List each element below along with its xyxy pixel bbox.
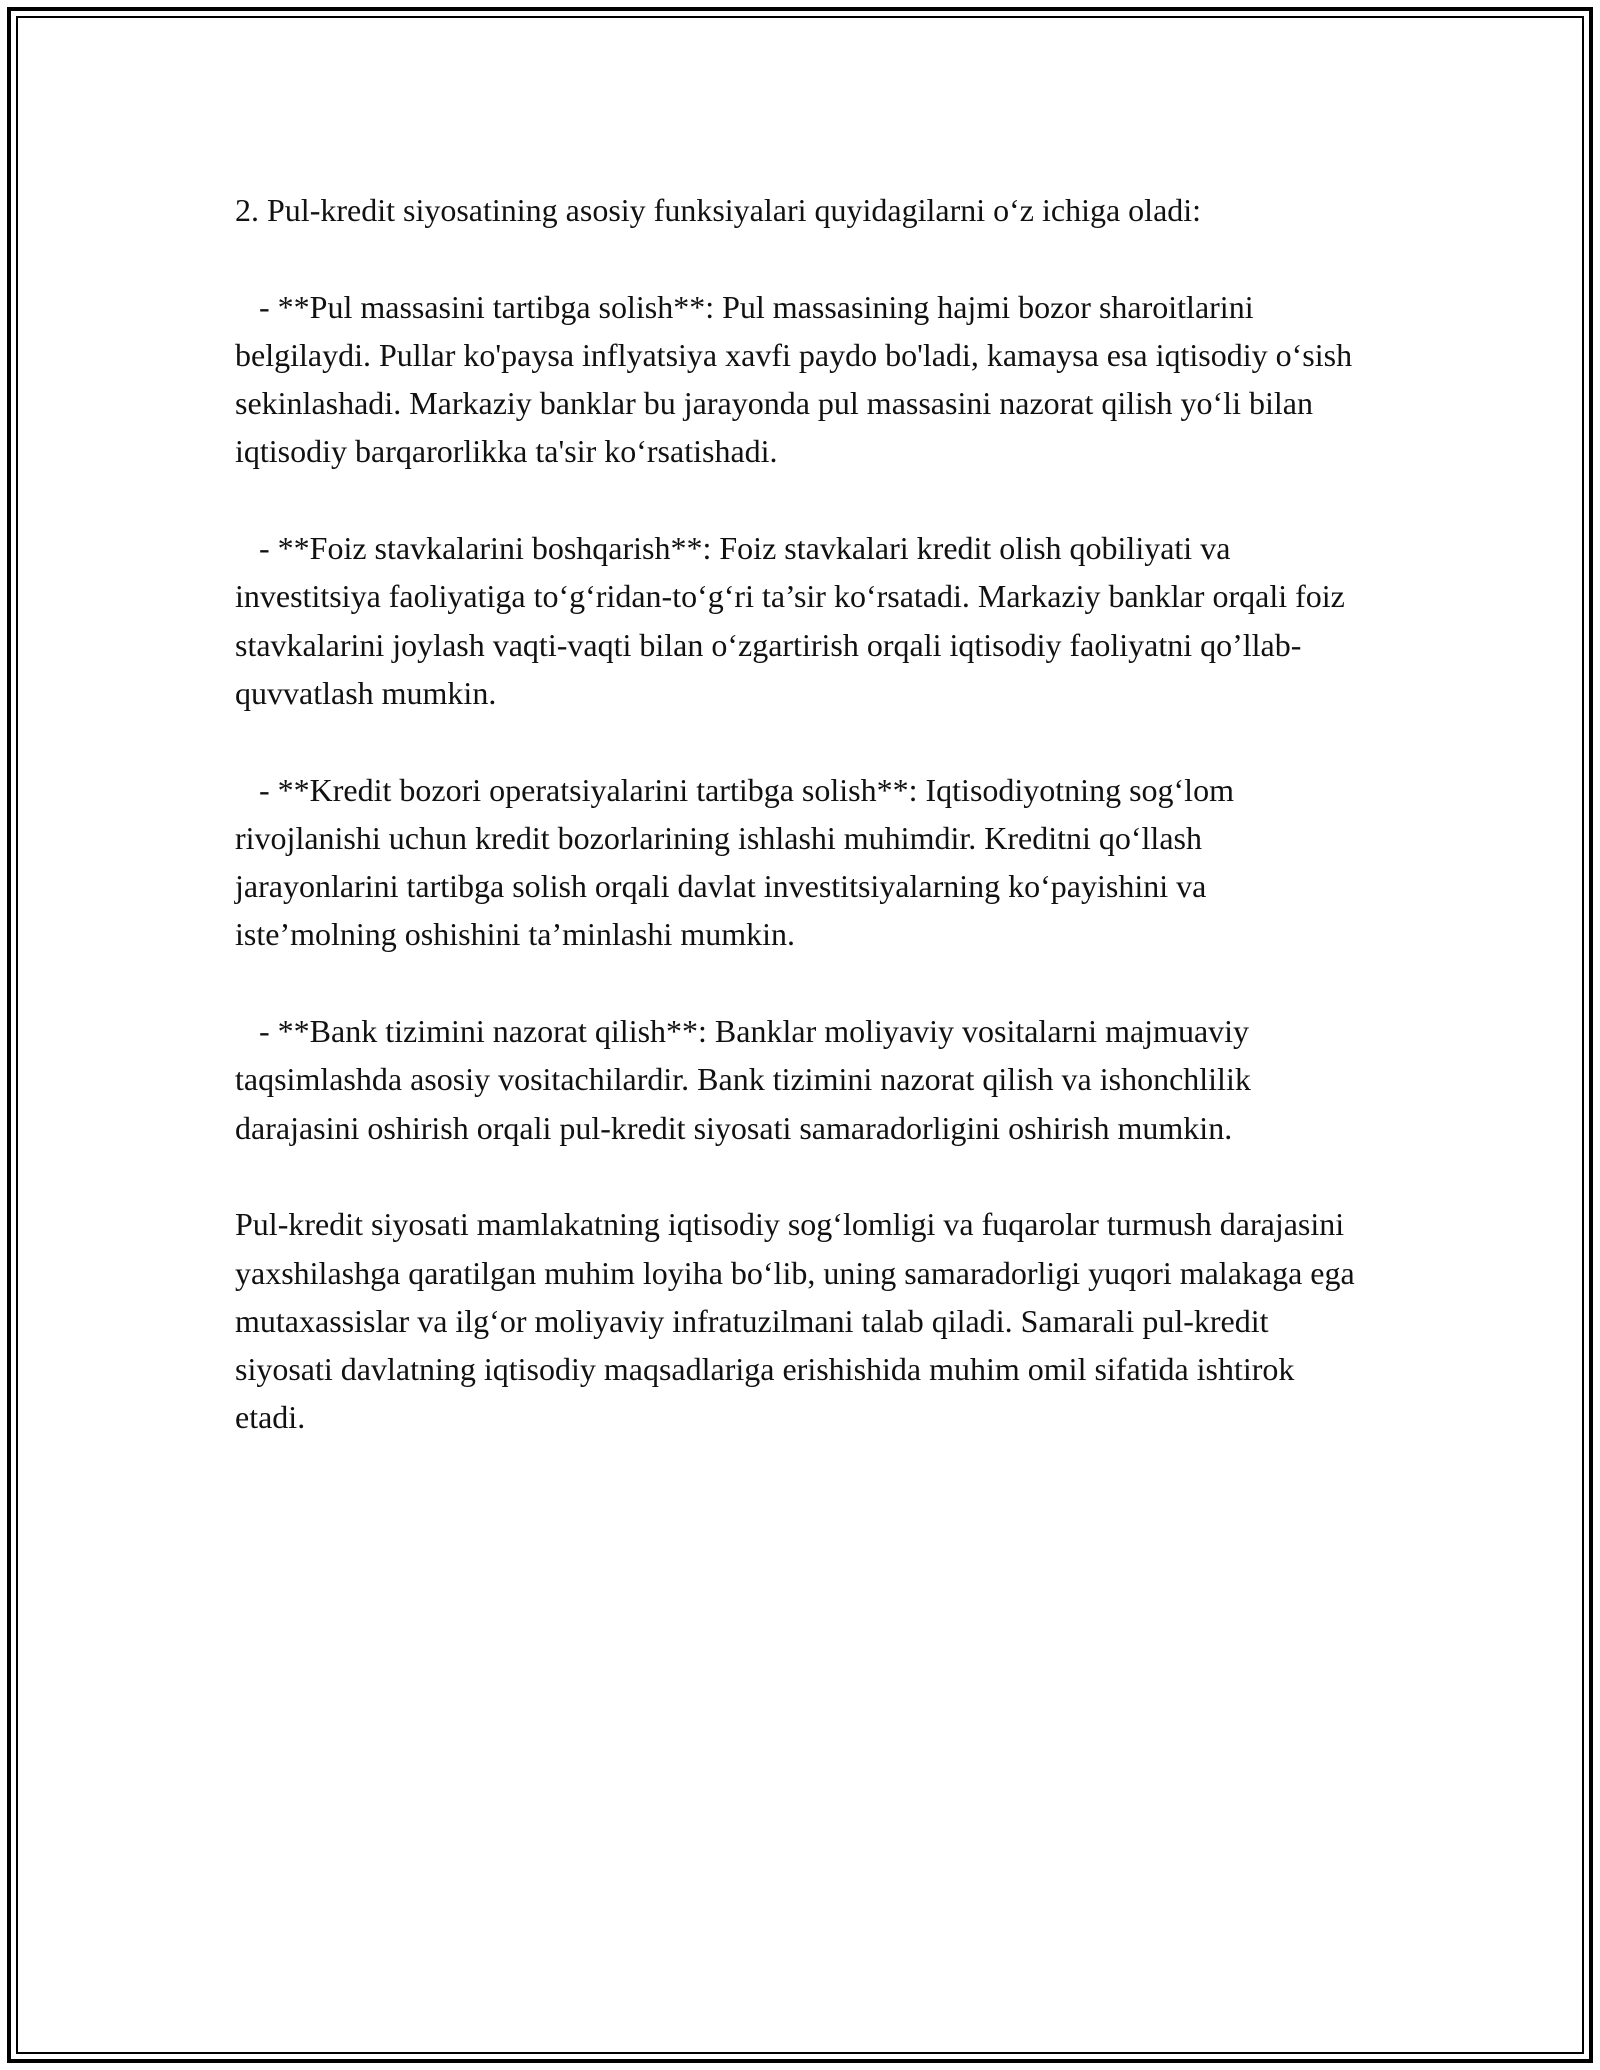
paragraph-kredit-bozori: - **Kredit bozori operatsiyalarini tartibga solish**: Iqtisodiyotning sog‘lom rivojlanishi uchun kredit bozorlarining ishlashi muhimdir. Kreditni qo‘llash jarayonlarini tartibga solish orqali davlat investitsiyalarning ko‘payishini va iste’molning oshishini ta’minlashi mumkin. [235, 771, 1242, 953]
paragraph-spacer [235, 717, 1370, 765]
paragraph-conclusion: Pul-kredit siyosati mamlakatning iqtisodiy sog‘lomligi va fuqarolar turmush darajasini yaxshilashga qaratilgan muhim loyiha bo‘lib, uning samaradorligi yuqori malakaga ega mutaxassislar va ilg‘or moliyaviy infratuzilmani talab qiladi. Samarali pul-kredit siyosati davlatning iqtisodiy maqsadlariga erishishida muhim omil sifatida ishtirok etadi. [235, 1206, 1363, 1436]
paragraph-bank-tizimi: - **Bank tizimini nazorat qilish**: Banklar moliyaviy vositalarni majmuaviy taqsimlashda asosiy vositachilardir. Bank tizimini nazorat qilish va ishonchlilik darajasini oshirish orqali pul-kredit siyosati samaradorligini oshirish mumkin. [235, 1013, 1259, 1146]
paragraph-spacer [235, 1152, 1370, 1200]
paragraph-pul-massasi: - **Pul massasini tartibga solish**: Pul massasining hajmi bozor sharoitlarini belgilaydi. Pullar ko'paysa inflyatsiya xavfi paydo bo'ladi, kamaysa esa iqtisodiy o‘sish sekinlashadi. Markaziy banklar bu jarayonda pul massasini nazorat qilish yo‘li bilan iqtisodiy barqarorlikka ta'sir ko‘rsatishadi. [235, 288, 1361, 470]
paragraph-spacer [235, 959, 1370, 1007]
paragraph-foiz-stavkalari: - **Foiz stavkalarini boshqarish**: Foiz stavkalari kredit olish qobiliyati va investitsiya faoliyatiga to‘g‘ridan-to‘g‘ri ta’sir ko‘rsatadi. Markaziy banklar orqali foiz stavkalarini joylash vaqti-vaqti bilan o‘zgartirish orqali iqtisodiy faoliyatni qo’llab-quvvatlash mumkin. [235, 530, 1353, 711]
paragraph-heading: 2. Pul-kredit siyosatining asosiy funksiyalari quyidagilarni o‘z ichiga oladi: [235, 192, 1202, 228]
paragraph-spacer [235, 234, 1370, 282]
paragraph-spacer [235, 476, 1370, 524]
document-body [235, 186, 1370, 1442]
